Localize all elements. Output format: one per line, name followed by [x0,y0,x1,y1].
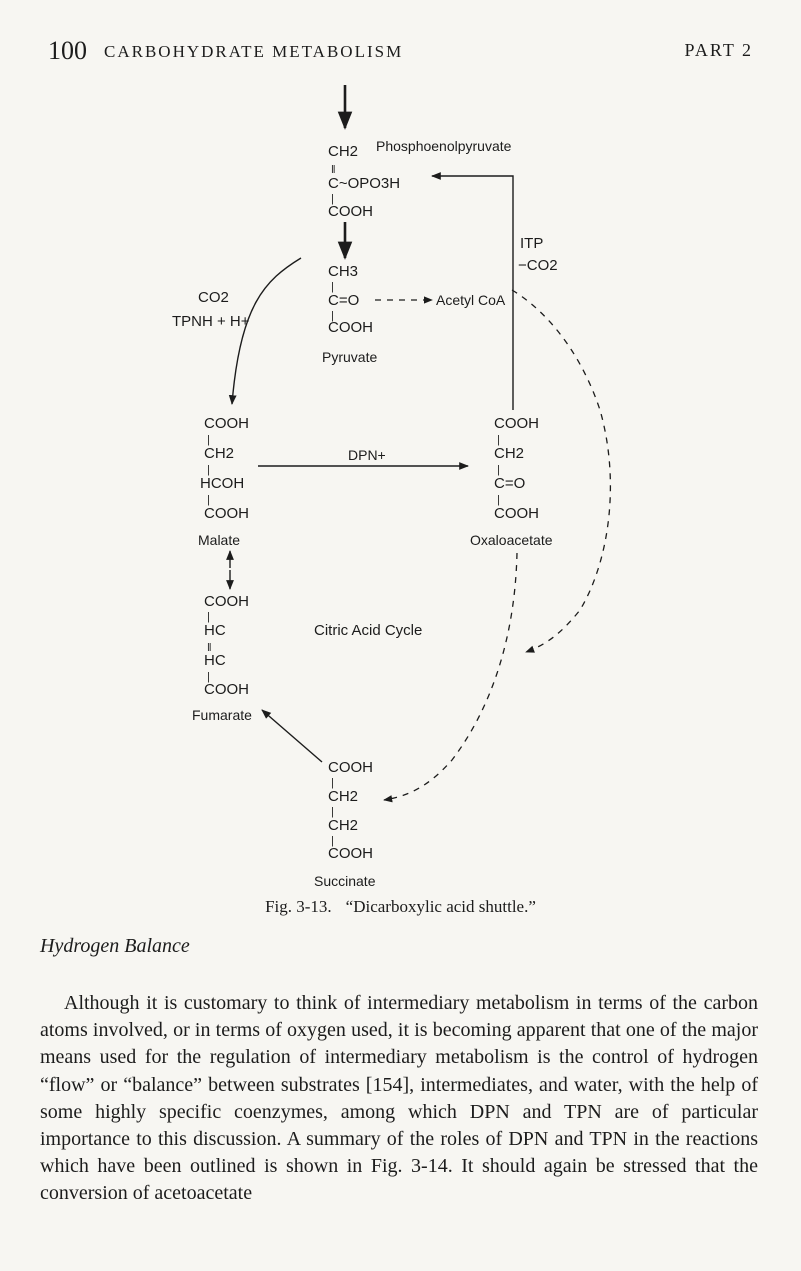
arrow-pyruvate-to-malate [232,258,301,404]
figure-caption-label: Fig. 3-13. [265,897,332,916]
pyruvate-line-3: | [331,310,334,322]
arrow-cycle-to-succinate [384,553,517,800]
pep-line-0: CH2 [328,143,359,160]
fumarate-line-5: | [207,671,210,683]
citric-acid-cycle-label: Citric Acid Cycle [314,622,423,639]
dpn-label: DPN+ [348,447,386,463]
fumarate-line-2: HC [204,622,226,639]
co2-label: CO2 [198,289,229,306]
succinate-line-0: COOH [328,759,373,776]
fumarate-formula [204,593,249,698]
malate-line-5: | [207,494,210,506]
pyruvate-formula [328,263,373,336]
pep-line-1: ‖ [331,164,336,176]
malate-line-2: CH2 [204,445,235,462]
pyruvate-line-1: | [331,281,334,293]
tpnh-label: TPNH + H+ [172,313,250,330]
malate-line-1: | [207,434,210,446]
malate-line-0: COOH [204,415,249,432]
oxaloacetate-line-6: COOH [494,505,539,522]
acetyl-coa-label: Acetyl CoA [436,292,506,308]
malate-line-4: HCOH [200,475,245,492]
pyruvate-line-2: C=O [328,292,360,309]
succinate-name: Succinate [314,873,376,889]
fumarate-name: Fumarate [192,707,252,723]
oxaloacetate-line-0: COOH [494,415,539,432]
pyruvate-name: Pyruvate [322,349,378,365]
pyruvate-line-4: COOH [328,319,373,336]
oxaloacetate-line-5: | [497,494,500,506]
fumarate-line-4: HC [204,652,226,669]
fumarate-line-1: | [207,611,210,623]
minus-co2-label: −CO2 [518,257,558,274]
figure-caption-text: “Dicarboxylic acid shuttle.” [345,897,536,916]
arrow-succinate-to-fumarate [262,710,322,762]
section-heading: Hydrogen Balance [40,935,190,957]
pep-line-3: | [331,193,334,205]
pep-line-4: COOH [328,203,373,220]
figure-caption [0,897,801,917]
oxaloacetate-line-3: | [497,464,500,476]
itp-label: ITP [520,235,544,252]
succinate-line-1: | [331,777,334,789]
pep-line-2: C~OPO3H [328,175,401,192]
fumarate-line-3: ‖ [207,642,212,654]
pep-formula [328,143,400,220]
page-number: 100 [48,36,87,65]
succinate-line-3: | [331,806,334,818]
succinate-line-4: CH2 [328,817,359,834]
succinate-line-6: COOH [328,845,373,862]
oxaloacetate-line-4: C=O [494,475,526,492]
succinate-formula [328,759,373,862]
pep-name: Phosphoenolpyruvate [376,138,512,154]
arrow-acetyl-coa-into-cycle [512,290,610,652]
succinate-line-2: CH2 [328,788,359,805]
succinate-line-5: | [331,835,334,847]
oxaloacetate-line-1: | [497,434,500,446]
running-title: CARBOHYDRATE METABOLISM [104,42,404,61]
oxaloacetate-formula [494,415,539,522]
malate-name: Malate [198,532,241,548]
body-paragraph: Although it is customary to think of intermediary metabolism in terms of the carbon atoms involved, or in terms of oxygen used, it is becoming apparent that one of the major means used for the regulation of intermediary metabolism is the control of hydrogen “flow” or “balance” between substrates [154], intermediates, and water, with the help of some highly specific coenzymes, among which DPN and TPN are of particular importance to this discussion. A summary of the roles of DPN and TPN in the reactions which have been outlined is shown in Fig. 3-14. It should again be stressed that the conversion of acetoacetate [40,992,758,1205]
fumarate-line-0: COOH [204,593,249,610]
malate-line-6: COOH [204,505,249,522]
fumarate-line-6: COOH [204,681,249,698]
oxaloacetate-name: Oxaloacetate [470,532,553,548]
malate-formula [200,415,249,522]
malate-line-3: | [207,464,210,476]
oxaloacetate-line-2: CH2 [494,445,525,462]
part-label: PART 2 [684,40,753,60]
pyruvate-line-0: CH3 [328,263,359,280]
